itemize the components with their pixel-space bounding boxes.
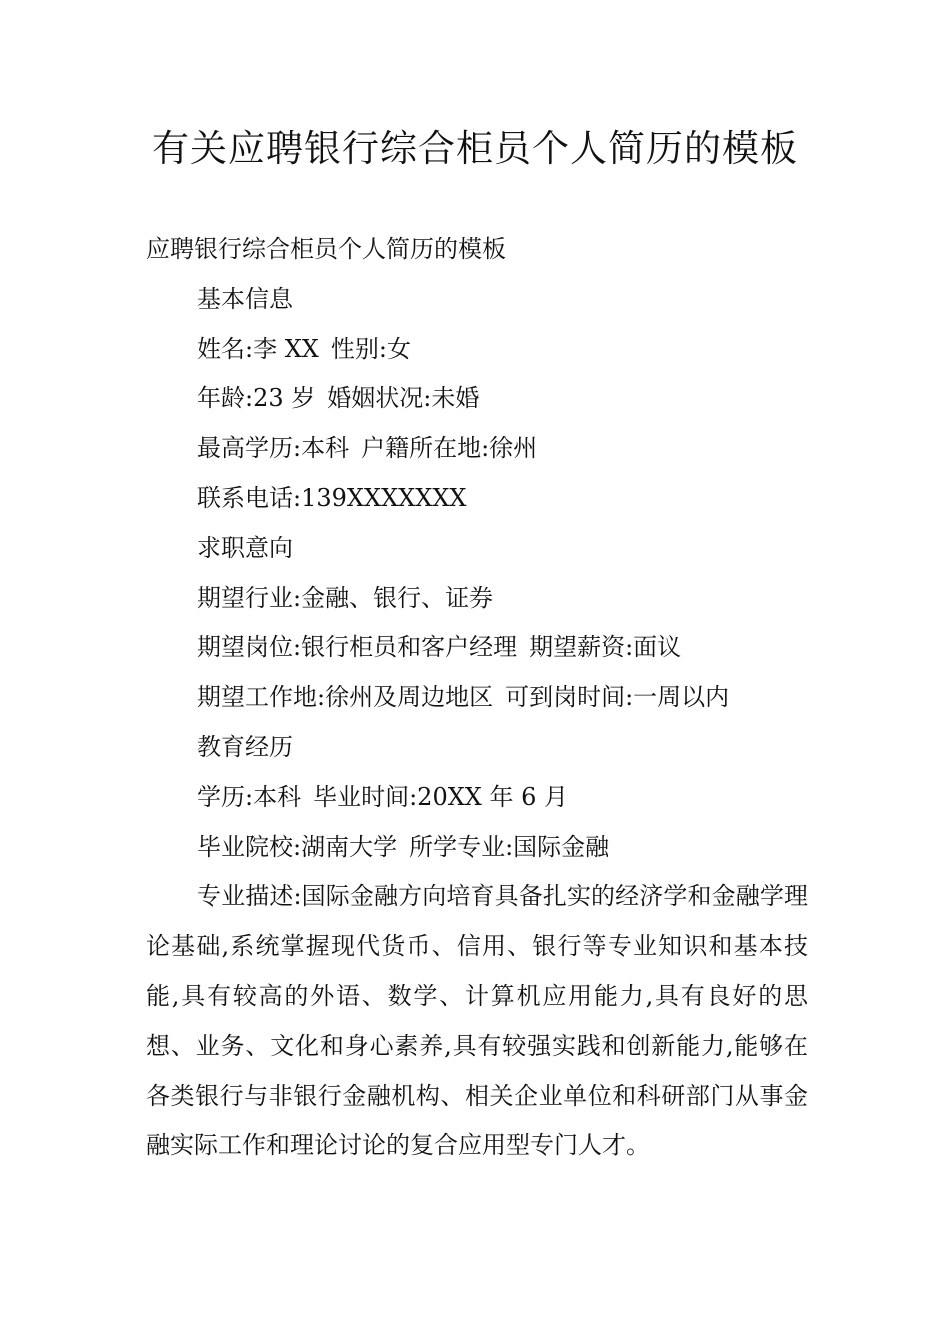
document-subtitle: 应聘银行综合柜员个人简历的模板 [146,235,506,263]
field-education: 最高学历:本科 [197,434,350,463]
field-salary: 期望薪资:面议 [529,633,682,662]
major-description-paragraph: 专业描述:国际金融方向培育具备扎实的经济学和金融学理论基础,系统掌握现代货币、信用、银行等专业知识和基本技能,具有较高的外语、数学、计算机应用能力,具有良好的思想、业务、文化和身心素养,具有较强实践和创新能力,能够在各类银行与非银行金融机构、相关企业单位和科研部门从事金融实际工作和理论讨论的复合应用型专门人才。 [146,882,808,1160]
field-position: 期望岗位:银行柜员和客户经理 [197,633,518,662]
field-name: 姓名:李 XX [197,334,319,363]
field-gender: 性别:女 [330,334,411,363]
info-line-school-major [146,823,808,873]
field-start: 可到岗时间:一周以内 [505,683,730,712]
field-degree: 学历:本科 [197,782,302,811]
document-title: 有关应聘银行综合柜员个人简历的模板 [152,127,798,170]
field-age: 年龄:23 岁 [197,384,316,413]
info-line-degree-graduation [146,773,808,823]
field-phone: 联系电话:139XXXXXXX [197,483,467,512]
field-location: 期望工作地:徐州及周边地区 [197,683,494,712]
field-hukou: 户籍所在地:徐州 [361,434,538,463]
info-line-education-hukou [146,424,808,474]
field-marital: 婚姻状况:未婚 [327,384,480,413]
info-line-age-marital [146,374,808,424]
field-graduation: 毕业时间:20XX 年 6 月 [313,782,569,811]
document-body [146,225,808,1171]
info-line-location-start [146,673,808,723]
field-school: 毕业院校:湖南大学 [197,832,398,861]
section-heading-basic-info: 基本信息 [197,284,293,313]
section-heading-education: 教育经历 [197,732,293,761]
section-heading-job-intent: 求职意向 [197,533,293,562]
field-major: 所学专业:国际金融 [409,832,610,861]
field-industry: 期望行业:金融、银行、证券 [197,583,494,612]
info-line-name-gender [146,325,808,375]
info-line-position-salary [146,623,808,673]
